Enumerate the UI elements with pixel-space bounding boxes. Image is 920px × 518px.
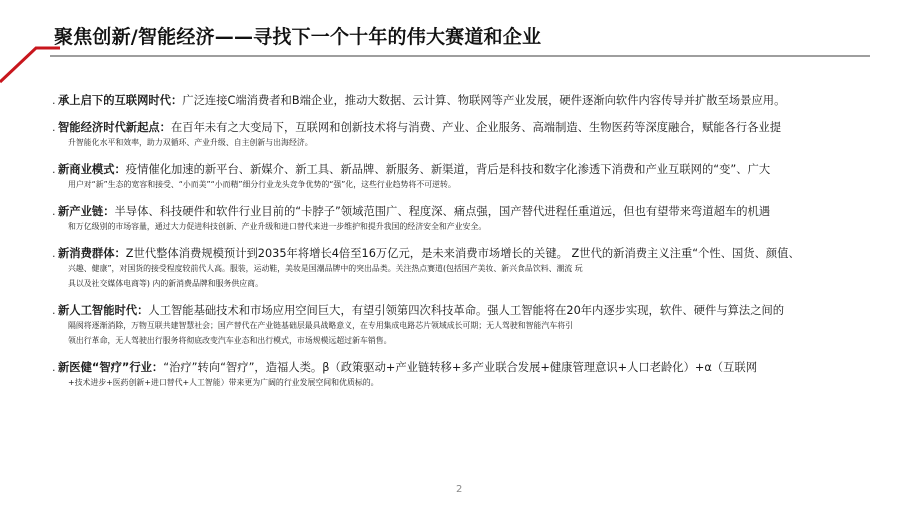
item-text: 用户对“新”生态的宽容和接受、“小而美”“小而精”细分行业龙头竞争优势的“强”化，这些行业趋势将不可逆转。 [68, 180, 456, 189]
item-heading: 新商业模式： [58, 163, 126, 176]
bullet-marker: . [52, 163, 56, 176]
slide-title: 聚焦创新/智能经济——寻找下一个十年的伟大赛道和企业 [54, 26, 542, 48]
page-number: 2 [456, 484, 463, 495]
item-text: 半导体、科技硬件和软件行业目前的“卡脖子”领域范围广、程度深、痛点强，国产替代进程任重道远，但也有望带来弯道超车的机遇 [114, 205, 771, 218]
red-corner-accent [0, 40, 60, 88]
item-heading: 承上启下的互联网时代： [58, 94, 183, 107]
item-text: 人工智能基础技术和市场应用空间巨大，有望引领第四次科技革命。强人工智能将在20年内逐步实现，软件、硬件与算法之间的 [148, 304, 785, 317]
bullet-marker: . [52, 121, 56, 134]
item-text: 具以及社交媒体电商等) 内的新消费品牌和服务供应商。 [68, 279, 263, 288]
item-text: 疫情催化加速的新平台、新媒介、新工具、新品牌、新服务、新渠道，背后是科技和数字化渗透下消费和产业互联网的“变”、广大 [125, 163, 771, 176]
list-item [52, 303, 870, 348]
bullet-marker: . [52, 94, 56, 107]
item-text: 在百年未有之大变局下，互联网和创新技术将与消费、产业、企业服务、高端制造、生物医药等深度融合，赋能各行各业提 [170, 121, 782, 134]
list-item [52, 93, 870, 108]
list-item [52, 246, 870, 291]
bullet-marker: . [52, 304, 56, 317]
item-heading: 新医健“智疗”行业： [58, 361, 164, 374]
list-item [52, 360, 870, 390]
list-item [52, 120, 870, 150]
item-text: 升智能化水平和效率，助力双循环、产业升级、自主创新与出海经济。 [68, 138, 313, 147]
item-text: 广泛连接C端消费者和B端企业，推动大数据、云计算、物联网等产业发展，硬件逐渐向软件内容传导并扩散至场景应用。 [182, 94, 786, 107]
item-heading: 新产业链： [58, 205, 115, 218]
item-text: Z世代整体消费规模预计到2035年将增长4倍至16万亿元，是未来消费市场增长的关键。 Z世代的新消费主义注重“个性、国货、颜值、 [125, 247, 800, 260]
bullet-marker: . [52, 361, 56, 374]
bullet-marker: . [52, 247, 56, 260]
item-text: “治疗”转向“智疗”，造福人类。β（政策驱动+产业链转移+多产业联合发展+健康管理意识+人口老龄化）+α（互联网 [163, 361, 757, 374]
item-text: 兴趣、健康”，对国货的接受程度较前代人高。服装，运动鞋，美妆是国潮品牌中的突出品类。关注热点赛道(包括国产美妆、新兴食品饮料、潮流 玩 [68, 264, 583, 273]
item-text: +技术进步+医药创新+进口替代+人工智能）带来更为广阔的行业发展空间和优质标的。 [68, 378, 379, 387]
item-heading: 新人工智能时代： [58, 304, 149, 317]
list-item [52, 162, 870, 192]
item-text: 隔阂将逐渐消除，万物互联共建智慧社会；国产替代在产业链基础层最具战略意义，在专用集成电路芯片领域成长可期；无人驾驶和智能汽车将引 [68, 321, 574, 330]
list-item [52, 204, 870, 234]
item-heading: 新消费群体： [58, 247, 126, 260]
item-heading: 智能经济时代新起点： [58, 121, 171, 134]
item-text: 领出行革命，无人驾驶出行服务将彻底改变汽车业态和出行模式，市场规模远超过新车销售。 [68, 336, 392, 345]
title-divider [50, 55, 870, 57]
bullet-list [52, 93, 870, 402]
bullet-marker: . [52, 205, 56, 218]
item-text: 和万亿级别的市场容量，通过大力促进科技创新、产业升级和进口替代来进一步维护和提升我国的经济安全和产业安全。 [68, 222, 487, 231]
